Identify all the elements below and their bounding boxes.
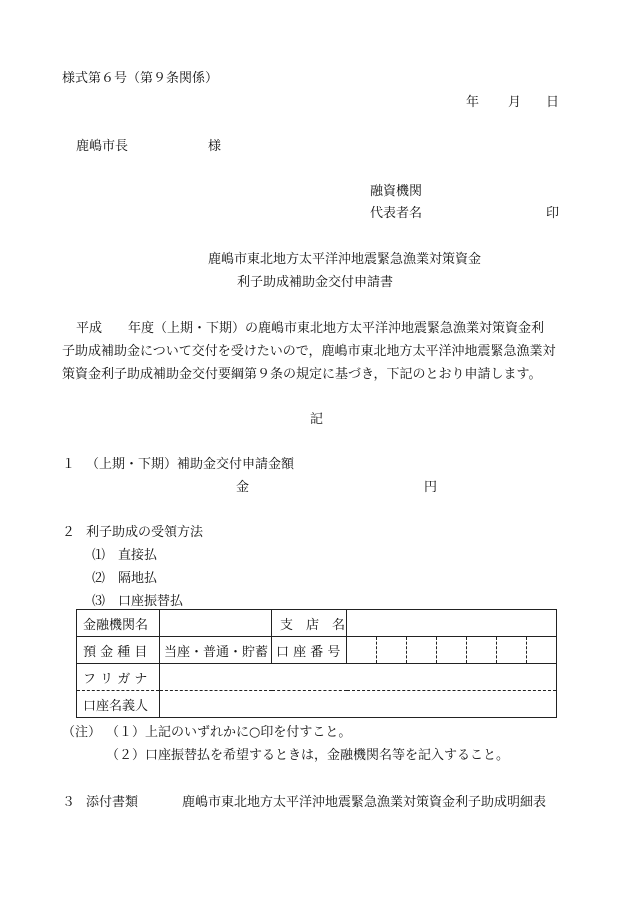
date-day: 日 <box>546 95 560 110</box>
item3-value: 鹿嶋市東北地方太平洋沖地震緊急漁業対策資金利子助成明細表 <box>182 795 547 810</box>
item1-kin: 金 <box>236 480 250 495</box>
institution-label: 融資機関 <box>370 184 423 199</box>
deposit-type-options[interactable]: 当座・普通・貯蓄 <box>160 637 272 664</box>
seal-mark: 印 <box>546 206 560 221</box>
branch-name-label: 支 店 名 <box>272 610 347 637</box>
bank-name-label: 金融機関名 <box>77 610 160 637</box>
table-row <box>77 610 557 637</box>
account-holder-cell[interactable] <box>160 691 557 718</box>
furigana-label: フ リ ガ ナ <box>77 664 160 691</box>
ki-heading: 記 <box>310 412 324 427</box>
item2-number: ２ <box>62 525 76 540</box>
note-2: （２）口座振替払を希望するときは，金融機関名等を記入すること。 <box>106 748 510 763</box>
body-line-1: 平成 年度（上期・下期）の鹿嶋市東北地方太平洋沖地震緊急漁業対策資金利 <box>76 321 545 336</box>
item1-number: １ <box>62 457 76 472</box>
representative-label: 代表者名 <box>370 206 423 221</box>
deposit-type-label: 預 金 種 目 <box>77 637 160 664</box>
item3-number: ３ <box>62 795 76 810</box>
body-line-3: 策資金利子助成補助金交付要綱第９条の規定に基づき，下記のとおり申請します。 <box>62 367 542 382</box>
table-row <box>77 691 557 718</box>
option-remote: ⑵ 隔地払 <box>92 571 158 586</box>
addressee-honorific: 様 <box>208 139 222 154</box>
branch-name-cell[interactable] <box>347 610 557 637</box>
option-direct: ⑴ 直接払 <box>92 548 158 563</box>
form-number: 様式第６号（第９条関係） <box>62 71 219 86</box>
furigana-cell[interactable] <box>160 664 557 691</box>
account-number-cell[interactable] <box>347 637 557 664</box>
item3-label: 添付書類 <box>86 795 139 810</box>
note-1: （１）上記のいずれかに○印を付すこと。 <box>106 725 352 740</box>
table-row <box>77 637 557 664</box>
bank-name-cell[interactable] <box>160 610 272 637</box>
addressee-name: 鹿嶋市長 <box>76 139 129 154</box>
date-year: 年 <box>466 95 480 110</box>
item1-en: 円 <box>424 480 438 495</box>
title-line-1: 鹿嶋市東北地方太平洋沖地震緊急漁業対策資金 <box>208 252 482 267</box>
title-line-2: 利子助成補助金交付申請書 <box>237 275 394 290</box>
body-line-2: 子助成補助金について交付を受けたいので，鹿嶋市東北地方太平洋沖地震緊急漁業対 <box>62 344 556 359</box>
table-row <box>77 664 557 691</box>
account-table <box>76 609 557 718</box>
item1-label: （上期・下期）補助金交付申請金額 <box>86 457 295 472</box>
account-number-label: 口 座 番 号 <box>272 637 347 664</box>
item2-label: 利子助成の受領方法 <box>86 525 204 540</box>
option-transfer: ⑶ 口座振替払 <box>92 594 184 609</box>
notes-prefix: （注） <box>62 725 102 740</box>
account-holder-label: 口座名義人 <box>77 691 160 718</box>
date-month: 月 <box>508 95 522 110</box>
